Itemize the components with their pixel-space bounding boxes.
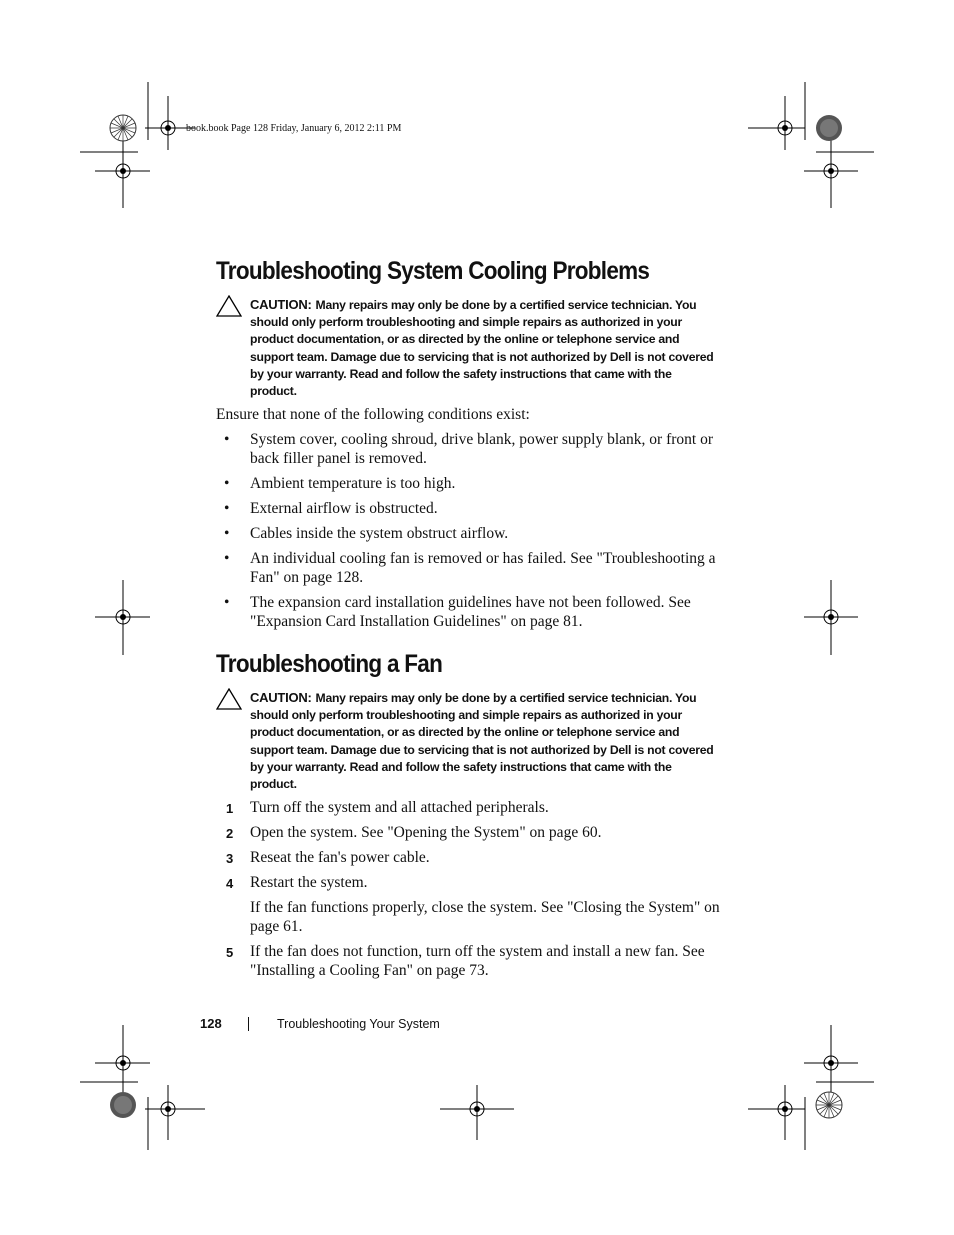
caution-icon: [216, 688, 242, 710]
page-number: 128: [200, 1016, 222, 1031]
fan-steps-list: [226, 798, 721, 986]
step-item: 5 If the fan does not function, turn off the system and install a new fan. See "Installing a Cooling Fan" on page 73.: [226, 943, 705, 979]
intro-text: Ensure that none of the following conditions exist:: [216, 406, 530, 423]
bullet-icon: •: [224, 594, 230, 611]
list-item: • System cover, cooling shroud, drive blank, power supply blank, or front or back filler panel is removed.: [224, 431, 714, 467]
caution-icon: [216, 295, 242, 317]
footer-divider: [248, 1017, 249, 1031]
bullet-icon: •: [224, 475, 230, 492]
caution-label: CAUTION:: [250, 297, 312, 312]
step-number: 4: [226, 876, 234, 891]
caution-note: [250, 689, 720, 793]
list-item: • The expansion card installation guidelines have not been followed. See "Expansion Card Installation Guidelines" on page 81.: [224, 594, 691, 630]
footer-section-title: Troubleshooting Your System: [277, 1017, 440, 1031]
step-item: 1 Turn off the system and all attached peripherals.: [226, 799, 549, 816]
step-number: 1: [226, 801, 234, 816]
step-item: 2 Open the system. See "Opening the System" on page 60.: [226, 824, 602, 841]
bullet-icon: •: [224, 431, 230, 448]
conditions-list: [224, 430, 724, 637]
list-item: • An individual cooling fan is removed or has failed. See "Troubleshooting a Fan" on page 128.: [224, 550, 716, 586]
print-header: book.book Page 128 Friday, January 6, 2012 2:11 PM: [186, 123, 402, 134]
step-number: 2: [226, 826, 234, 841]
step-item: 4 Restart the system. If the fan functions properly, close the system. See "Closing the System" on page 61.: [226, 874, 720, 935]
step-number: 3: [226, 851, 234, 866]
step-note: If the fan functions properly, close the system. See "Closing the System" on page 61.: [250, 899, 720, 935]
list-item: • Cables inside the system obstruct airflow.: [224, 525, 509, 542]
step-item: 3 Reseat the fan's power cable.: [226, 849, 430, 866]
list-item: • Ambient temperature is too high.: [224, 475, 456, 492]
bullet-icon: •: [224, 550, 230, 567]
caution-label: CAUTION:: [250, 690, 312, 705]
caution-text: Many repairs may only be done by a certified service technician. You should only perform troubleshooting and simple repairs as authorized in your product documentation, or as directed by the online or telephone service and support team. Damage due to servicing that is not authorized by Dell is not covered by your warranty. Read and follow the safety instructions that came with the product.: [250, 691, 714, 792]
section-title-fan: Troubleshooting a Fan: [216, 650, 443, 678]
section-title-cooling: Troubleshooting System Cooling Problems: [216, 257, 650, 285]
caution-note: [250, 296, 720, 400]
caution-text: Many repairs may only be done by a certified service technician. You should only perform troubleshooting and simple repairs as authorized in your product documentation, or as directed by the online or telephone service and support team. Damage due to servicing that is not authorized by Dell is not covered by your warranty. Read and follow the safety instructions that came with the product.: [250, 298, 714, 399]
list-item: • External airflow is obstructed.: [224, 500, 438, 517]
bullet-icon: •: [224, 500, 230, 517]
bullet-icon: •: [224, 525, 230, 542]
step-number: 5: [226, 945, 234, 960]
